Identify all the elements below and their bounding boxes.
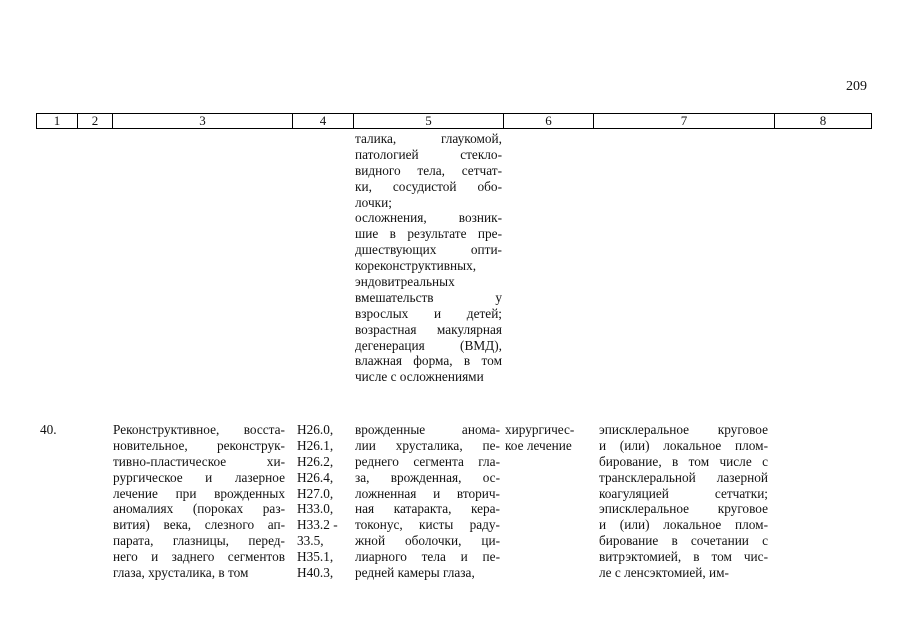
diagnosis-text-line: лии хрусталика, пе- — [355, 437, 500, 453]
column-header-6: 6 — [503, 114, 593, 128]
treatment-method-line: бирование в сочетании с — [599, 533, 768, 549]
treatment-method-line: и (или) локальное плом- — [599, 437, 768, 453]
treatment-type-line: парата, глазницы, перед- — [113, 533, 285, 549]
row-number-text: 40. — [40, 422, 57, 437]
icd-code-line: H26.0, — [297, 422, 334, 437]
column-header-7: 7 — [593, 114, 774, 128]
icd-code-line: H33.0, — [297, 501, 334, 517]
diagnosis-text-line: шие в результате пре- — [355, 226, 502, 242]
diagnosis-text-line: эндовитреальных — [355, 274, 455, 290]
column-header-4: 4 — [292, 114, 353, 128]
treatment-method-cell — [599, 422, 768, 581]
column-header-8: 8 — [774, 114, 871, 128]
treatment-method-line: и (или) локальное плом- — [599, 517, 768, 533]
icd-code-line: H35.1, — [297, 549, 334, 565]
continuation-diagnosis-cell — [355, 131, 502, 385]
diagnosis-text-line: лиарного тела и пе- — [355, 549, 500, 565]
diagnosis-text-line: ная катаракта, кера- — [355, 501, 500, 517]
column-header-1: 1 — [53, 113, 61, 128]
diagnosis-text-line: за, врожденная, ос- — [355, 469, 500, 485]
column-header-3: 3 — [112, 114, 292, 128]
diagnosis-text-line: ложненная и вторич- — [355, 485, 500, 501]
treatment-type-cell — [113, 422, 285, 581]
treatment-method-line: коагуляцией сетчатки; — [599, 485, 768, 501]
icd-code-line: H26.4, — [297, 469, 334, 485]
treatment-model-line: хирургичес- — [505, 422, 575, 437]
icd-code-line: H26.2, — [297, 453, 334, 469]
treatment-type-line: рургическое и лазерное — [113, 469, 285, 485]
diagnosis-text-line: ки, сосудистой обо- — [355, 178, 502, 194]
treatment-type-line: глаза, хрусталика, в том — [113, 565, 249, 581]
diagnosis-text-line: влажная форма, в том — [355, 353, 502, 369]
treatment-type-line: аномалиях (пороках раз- — [113, 501, 285, 517]
column-header-2: 2 — [77, 114, 112, 128]
icd-code-line: 33.5, — [297, 533, 324, 549]
treatment-type-line: Реконструктивное, восста- — [113, 422, 285, 437]
icd-code-line: H40.3, — [297, 565, 334, 581]
diagnosis-text-line: видного тела, сетчат- — [355, 162, 502, 178]
treatment-type-line: тивно-пластическое хи- — [113, 453, 285, 469]
diagnosis-text-line: реднего сегмента гла- — [355, 453, 500, 469]
diagnosis-text-line: редней камеры глаза, — [355, 565, 475, 581]
table-header-row — [36, 113, 872, 129]
diagnosis-text-line: патологией стекло- — [355, 146, 502, 162]
diagnosis-cell — [355, 422, 500, 581]
row-number — [40, 422, 57, 438]
column-header-5: 5 — [353, 114, 503, 128]
diagnosis-text-line: осложнения, возник- — [355, 210, 502, 226]
treatment-model-cell — [505, 422, 574, 454]
diagnosis-text-line: врожденные анома- — [355, 422, 500, 437]
icd-code-line: H26.1, — [297, 437, 334, 453]
diagnosis-text-line: кореконструктивных, — [355, 258, 477, 274]
diagnosis-text-line: жной оболочки, ци- — [355, 533, 500, 549]
diagnosis-text-line: лочки; — [355, 194, 392, 210]
diagnosis-text-line: токонус, кисты раду- — [355, 517, 500, 533]
treatment-method-line: ле с ленсэктомией, им- — [599, 565, 729, 581]
treatment-model-line: кое лечение — [505, 437, 572, 453]
treatment-method-line: витрэктомией, в том чис- — [599, 549, 768, 565]
diagnosis-text-line: талика, глаукомой, — [355, 131, 502, 146]
icd-codes-cell — [297, 422, 338, 581]
diagnosis-text-line: взрослых и детей; — [355, 305, 502, 321]
diagnosis-text-line: вмешательств у — [355, 289, 502, 305]
treatment-method-line: эписклеральное круговое — [599, 501, 768, 517]
icd-code-line: H33.2 - — [297, 517, 338, 533]
diagnosis-text-line: возрастная макулярная — [355, 321, 502, 337]
diagnosis-text-line: числе с осложнениями — [355, 369, 484, 385]
treatment-type-line: него и заднего сегментов — [113, 549, 285, 565]
icd-code-line: H27.0, — [297, 485, 334, 501]
diagnosis-text-line: дшествующих опти- — [355, 242, 502, 258]
treatment-type-line: лечение при врожденных — [113, 485, 285, 501]
treatment-method-line: эписклеральное круговое — [599, 422, 768, 437]
treatment-type-line: новительное, реконструк- — [113, 437, 285, 453]
diagnosis-text-line: дегенерация (ВМД), — [355, 337, 502, 353]
treatment-type-line: вития) века, слезного ап- — [113, 517, 285, 533]
page-number: 209 — [846, 79, 867, 94]
treatment-method-line: трансклеральной лазерной — [599, 469, 768, 485]
treatment-method-line: бирование, в том числе с — [599, 453, 768, 469]
